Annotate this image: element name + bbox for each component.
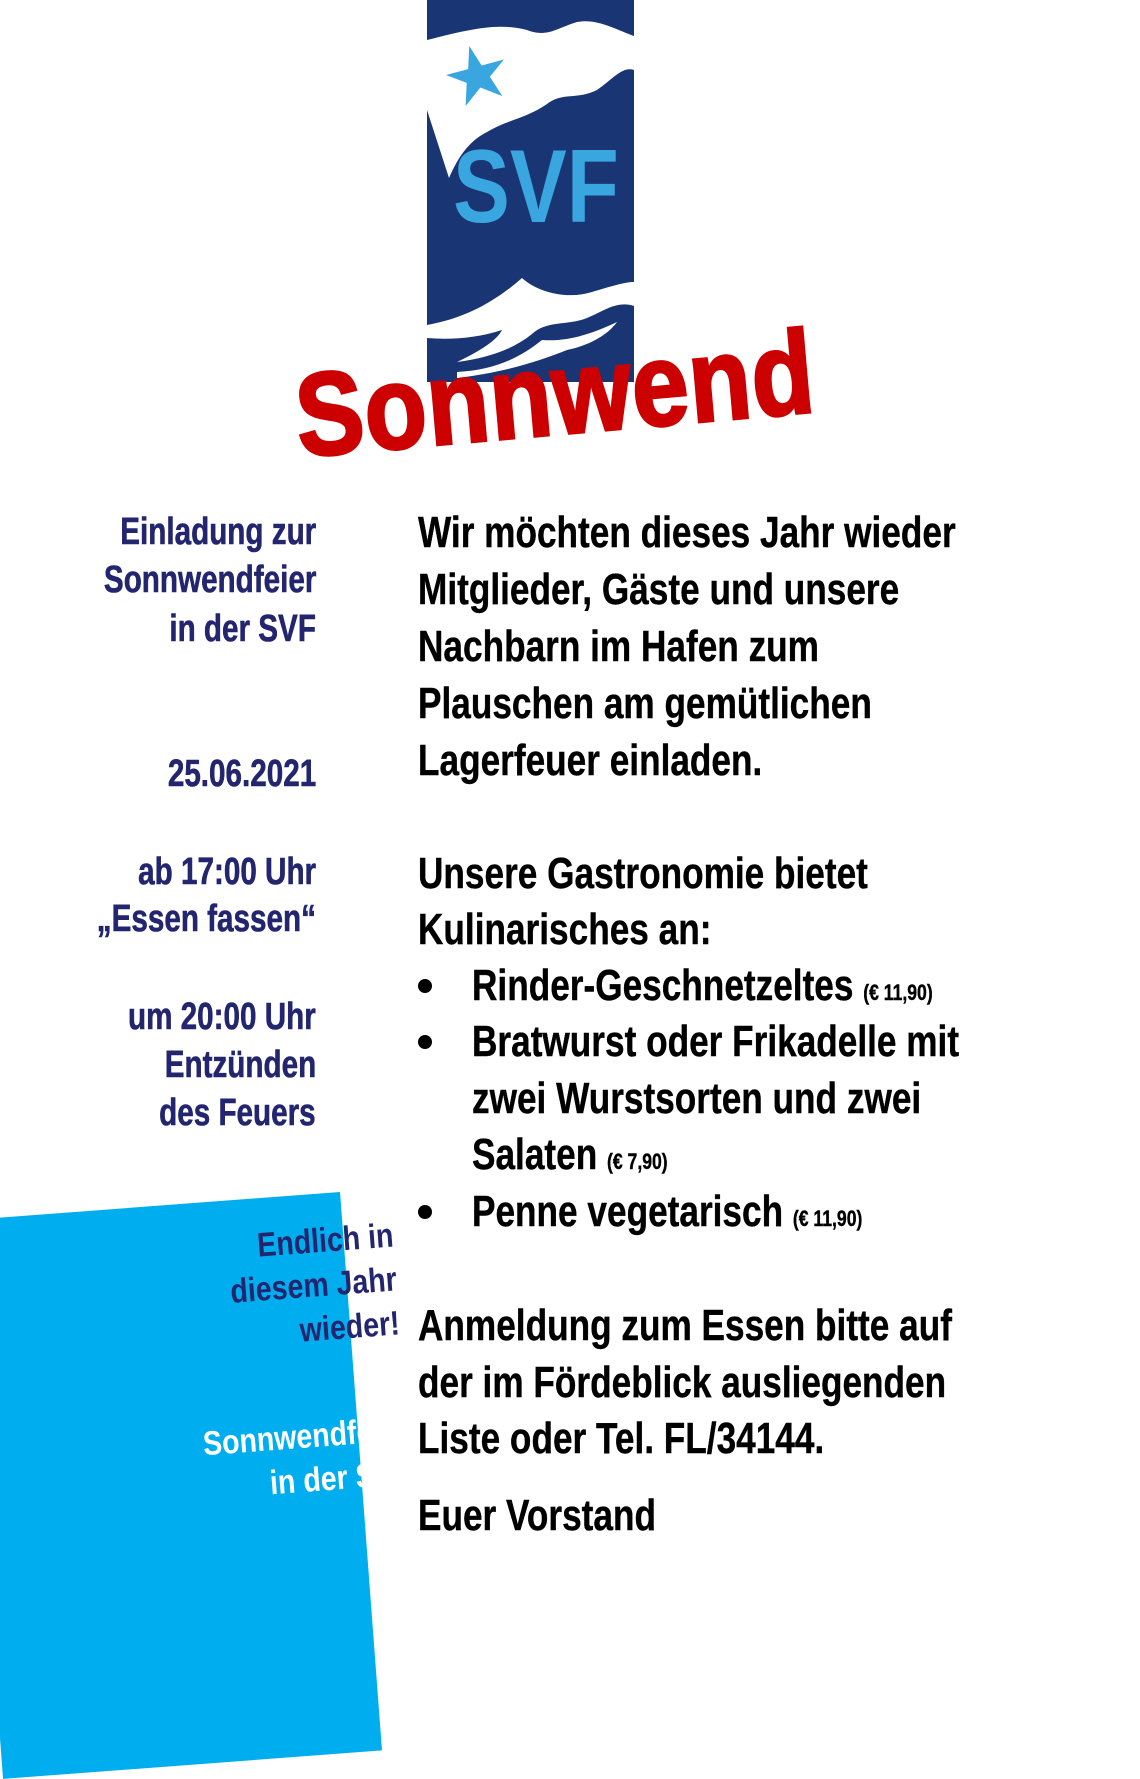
intro-line: Wir möchten dieses Jahr wieder — [418, 508, 956, 557]
intro-line: Mitglieder, Gäste und unsere — [418, 565, 900, 614]
menu-item-name: Penne vegetarisch — [472, 1187, 784, 1236]
fire-label-2: des Feuers — [159, 1092, 316, 1134]
tagline-line-1: Endlich in — [255, 1216, 395, 1265]
event-name-line-2: in der SVF — [268, 1453, 413, 1503]
fire-time: um 20:00 Uhr — [128, 996, 316, 1038]
menu-item-line: zwei Wurstsorten und zwei — [472, 1074, 922, 1123]
bullet-icon — [418, 1205, 432, 1219]
intro-line: Nachbarn im Hafen zum — [418, 622, 819, 671]
fire-label-1: Entzünden — [164, 1044, 316, 1086]
intro-line: Lagerfeuer einladen. — [418, 736, 763, 785]
menu-item-price: (€ 11,90) — [863, 980, 933, 1005]
menu-item-price: (€ 11,90) — [792, 1206, 863, 1231]
event-date: 25.06.2021 — [167, 753, 316, 795]
tagline-line-3: wieder! — [298, 1304, 401, 1350]
headline — [290, 305, 820, 483]
menu-item-name: Rinder-Geschnetzeltes — [472, 961, 854, 1010]
bullet-icon — [418, 1035, 432, 1049]
menu-item-name: Salaten — [472, 1130, 598, 1179]
menu-item-line: Bratwurst oder Frikadelle mit — [472, 1017, 960, 1066]
bullet-icon — [418, 979, 432, 993]
menu-item — [472, 1127, 668, 1190]
registration-line: der im Fördeblick ausliegenden — [418, 1358, 947, 1407]
menu-item — [472, 1184, 862, 1247]
invitation-line-3: in der SVF — [169, 608, 316, 650]
gastro-intro-line: Kulinarisches an: — [418, 905, 712, 954]
event-name-line-1: Sonnwendfeier — [201, 1410, 409, 1464]
gastro-intro-line: Unsere Gastronomie bietet — [418, 849, 868, 898]
food-label: „Essen fassen“ — [96, 898, 316, 940]
invitation-line-1: Einladung zur — [120, 511, 316, 553]
registration-line: Anmeldung zum Essen bitte auf — [418, 1301, 952, 1350]
logo-text: SVF — [453, 129, 619, 245]
menu-item — [472, 958, 933, 1021]
headline-text: Sonnwend — [290, 305, 820, 483]
menu-item-price: (€ 7,90) — [607, 1149, 668, 1174]
invitation-line-2: Sonnwendfeier — [103, 559, 316, 601]
intro-line: Plauschen am gemütlichen — [418, 679, 872, 728]
signature: Euer Vorstand — [418, 1491, 656, 1540]
food-time: ab 17:00 Uhr — [138, 851, 316, 893]
registration-line: Liste oder Tel. FL/34144. — [418, 1414, 825, 1463]
tagline-line-2: diesem Jahr — [228, 1260, 398, 1311]
